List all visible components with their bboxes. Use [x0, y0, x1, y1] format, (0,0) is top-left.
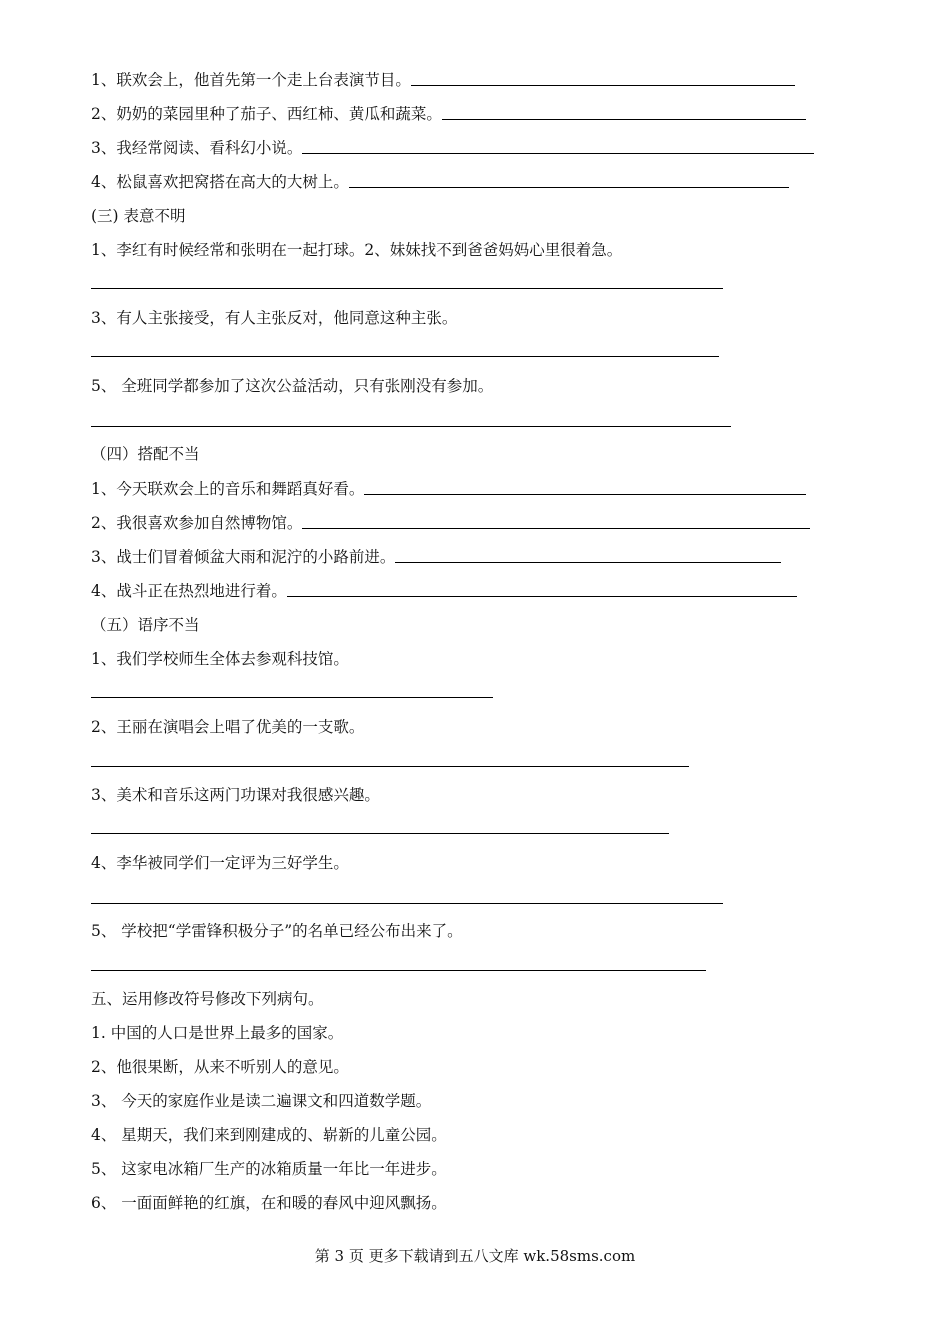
sentence-line — [91, 138, 814, 158]
sentence-text: 3、美术和音乐这两门功课对我很感兴趣。 — [91, 786, 380, 804]
part-title: 五、运用修改符号修改下列病句。 — [91, 990, 324, 1008]
sentence-text: 1、李红有时候经常和张明在一起打球。2、妹妹找不到爸爸妈妈心里很着急。 — [91, 241, 623, 259]
sick-sentence: 4、 星期天，我们来到刚建成的、崭新的儿童公园。 — [91, 1126, 447, 1144]
sentence-text: 2、我很喜欢参加自然博物馆。 — [91, 514, 303, 532]
sentence-text: 4、松鼠喜欢把窝搭在高大的大树上。 — [91, 173, 349, 191]
section-heading: (三) 表意不明 — [91, 207, 186, 225]
answer-line[interactable] — [91, 356, 719, 357]
sick-sentence: 6、 一面面鲜艳的红旗，在和暖的春风中迎风飘扬。 — [91, 1194, 447, 1212]
answer-line[interactable] — [91, 970, 706, 971]
sentence-text: 2、奶奶的菜园里种了茄子、西红柿、黄瓜和蔬菜。 — [91, 105, 442, 123]
answer-blank[interactable] — [442, 119, 806, 120]
sentence-line — [91, 172, 789, 192]
sentence-text: 1、联欢会上，他首先第一个走上台表演节目。 — [91, 71, 411, 89]
sick-sentence: 1. 中国的人口是世界上最多的国家。 — [91, 1024, 344, 1042]
sentence-text: 4、李华被同学们一定评为三好学生。 — [91, 854, 349, 872]
answer-line[interactable] — [91, 833, 669, 834]
answer-line[interactable] — [91, 766, 689, 767]
answer-blank[interactable] — [287, 596, 797, 597]
sentence-text: 4、战斗正在热烈地进行着。 — [91, 582, 287, 600]
sentence-text: 5、 全班同学都参加了这次公益活动，只有张刚没有参加。 — [91, 377, 494, 395]
section-heading: （四）搭配不当 — [91, 445, 200, 463]
sick-sentence: 5、 这家电冰箱厂生产的冰箱质量一年比一年进步。 — [91, 1160, 447, 1178]
answer-blank[interactable] — [302, 528, 810, 529]
sentence-line — [91, 479, 806, 499]
answer-blank[interactable] — [349, 187, 789, 188]
sentence-text: 5、 学校把“学雷锋积极分子”的名单已经公布出来了。 — [91, 922, 463, 940]
answer-line[interactable] — [91, 426, 731, 427]
sentence-line — [91, 104, 806, 124]
sentence-text: 3、我经常阅读、看科幻小说。 — [91, 139, 303, 157]
answer-line[interactable] — [91, 697, 493, 698]
sentence-text: 1、今天联欢会上的音乐和舞蹈真好看。 — [91, 480, 365, 498]
sentence-line — [91, 547, 781, 567]
sentence-line — [91, 70, 795, 90]
section-heading: （五）语序不当 — [91, 616, 200, 634]
sentence-text: 1、我们学校师生全体去参观科技馆。 — [91, 650, 349, 668]
answer-blank[interactable] — [364, 494, 806, 495]
sentence-text: 3、有人主张接受，有人主张反对，他同意这种主张。 — [91, 309, 458, 327]
answer-line[interactable] — [91, 903, 723, 904]
sick-sentence: 2、他很果断，从来不听别人的意见。 — [91, 1058, 349, 1076]
answer-line[interactable] — [91, 288, 723, 289]
sentence-text: 2、王丽在演唱会上唱了优美的一支歌。 — [91, 718, 365, 736]
sentence-line — [91, 513, 810, 533]
page-footer: 第 3 页 更多下载请到五八文库 wk.58sms.com — [314, 1247, 636, 1265]
sick-sentence: 3、 今天的家庭作业是读二遍课文和四道数学题。 — [91, 1092, 432, 1110]
sentence-text: 3、战士们冒着倾盆大雨和泥泞的小路前进。 — [91, 548, 396, 566]
answer-blank[interactable] — [395, 562, 781, 563]
sentence-line — [91, 581, 797, 601]
answer-blank[interactable] — [411, 85, 795, 86]
answer-blank[interactable] — [302, 153, 814, 154]
